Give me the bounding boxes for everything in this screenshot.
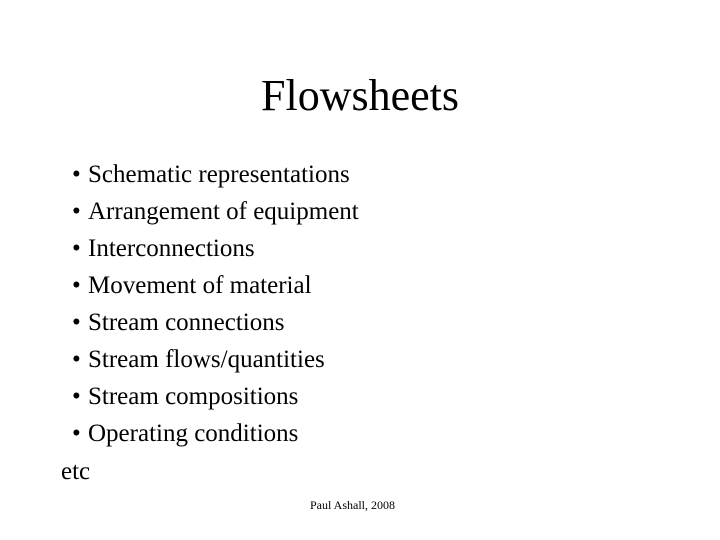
bullet-dot-icon: • bbox=[72, 161, 81, 188]
bullet-dot-icon: • bbox=[72, 309, 81, 336]
bullet-item bbox=[72, 378, 299, 415]
bullet-text: Schematic representations bbox=[88, 161, 350, 188]
bullet-item bbox=[72, 304, 285, 341]
bullet-dot-icon: • bbox=[72, 383, 81, 410]
bullet-dot-icon: • bbox=[72, 346, 81, 373]
trailing-text: etc bbox=[61, 458, 91, 485]
bullet-text: Stream flows/quantities bbox=[88, 346, 325, 373]
bullet-dot-icon: • bbox=[72, 235, 81, 262]
slide-title: Flowsheets bbox=[261, 71, 459, 120]
bullet-text: Stream connections bbox=[88, 309, 285, 336]
bullet-dot-icon: • bbox=[72, 272, 81, 299]
bullet-item bbox=[72, 156, 350, 193]
bullet-text: Operating conditions bbox=[88, 420, 299, 447]
slide-title-container bbox=[0, 70, 720, 122]
bullet-dot-icon: • bbox=[72, 420, 81, 447]
bullet-text: Movement of material bbox=[88, 272, 312, 299]
bullet-dot-icon: • bbox=[72, 198, 81, 225]
bullet-item bbox=[72, 267, 312, 304]
bullet-text: Arrangement of equipment bbox=[88, 198, 359, 225]
bullet-text: Interconnections bbox=[88, 235, 255, 262]
bullet-item bbox=[72, 415, 299, 452]
bullet-list bbox=[72, 156, 359, 452]
footer-credit: Paul Ashall, 2008 bbox=[310, 498, 396, 512]
bullet-item bbox=[72, 193, 359, 230]
bullet-item bbox=[72, 341, 325, 378]
bullet-item bbox=[72, 230, 255, 267]
bullet-text: Stream compositions bbox=[88, 383, 299, 410]
